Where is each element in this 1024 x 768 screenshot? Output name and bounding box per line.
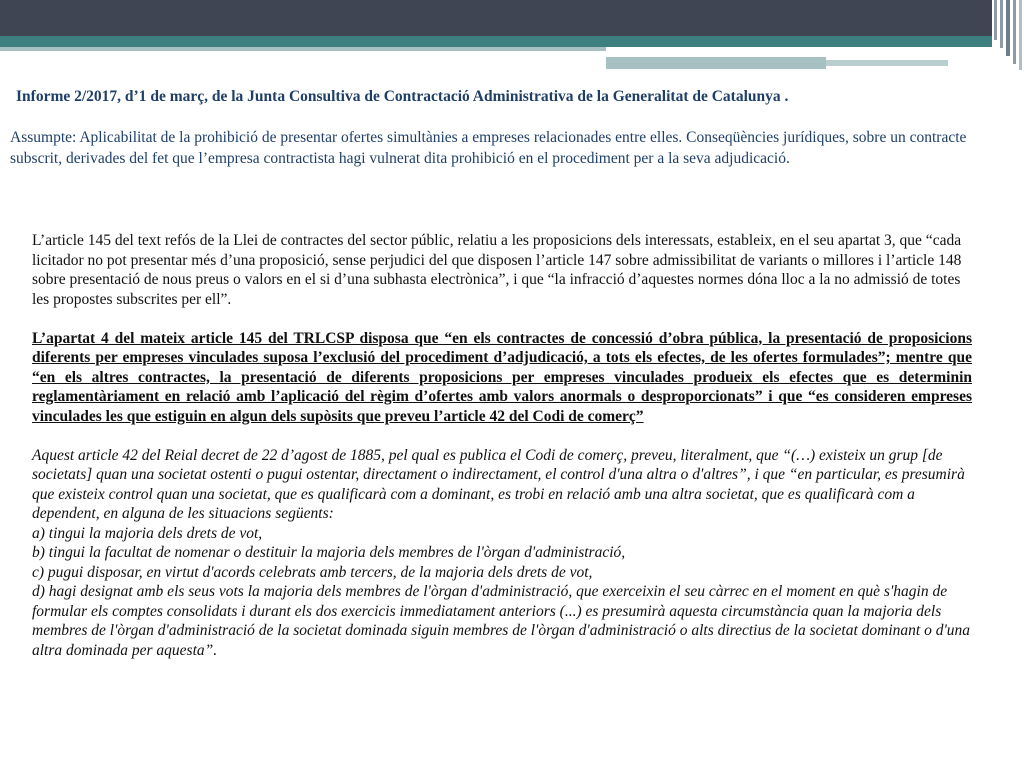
header-band-accent-small — [826, 60, 948, 66]
stripe — [994, 0, 997, 40]
paragraph-apartat-4: L’apartat 4 del mateix article 145 del TRLCSP disposa que “en els contractes de concessió d’obra pública, la presentació de proposicions diferents per empreses vinculades suposa l’exclusió del procediment d’adjudicació, a tots els efectes, de les ofertes formulades”; mentre que “en els altres contractes, la presentació de diferents proposicions per empreses vinculades produeix els efectes que es determinin reglamentàriament en relació amb l’aplicació del règim d’ofertes amb valors anormals o desproporcionats” i que “es consideren empreses vinculades les que estiguin en algun dels supòsits que preveu l’article 42 del Codi de comerç” — [32, 329, 972, 425]
stripe — [1006, 0, 1010, 56]
slide-body — [32, 231, 972, 660]
decorative-stripes — [992, 0, 1024, 70]
header-band-accent — [0, 47, 606, 51]
paragraph-article-42 — [32, 446, 972, 661]
list-item-b: b) tingui la facultat de nomenar o destituir la majoria dels membres de l'òrgan d'administració, — [32, 544, 626, 561]
list-item-c: c) pugui disposar, en virtut d'acords celebrats amb tercers, de la majoria dels drets de vot, — [32, 563, 593, 581]
paragraph-article-145: L’article 145 del text refós de la Llei de contractes del sector públic, relatiu a les proposicions dels interessats, estableix, en el seu apartat 3, que “cada licitador no pot presentar més d’una proposició, sense perjudici del que disposen l’article 147 sobre admissibilitat de variants o millores i l’article 148 sobre presentació de nous preus o valors en el si d’una subhasta electrònica”, i que “la infracció d’aquestes normes dóna lloc a la no admissió de totes les propostes subscrites per ell”. — [32, 232, 962, 308]
header-band-accent-right — [606, 57, 826, 69]
subject-text: Assumpte: Aplicabilitat de la prohibició de presentar ofertes simultànies a empreses relacionades entre elles. Conseqüències jurídiques, sobre un contracte subscrit, derivades del fet que l’empresa contractista hagi vulnerat dita prohibició en el procediment per a la seva adjudicació. — [10, 129, 967, 167]
header-band-teal — [0, 36, 992, 47]
list-item-a: a) tingui la majoria dels drets de vot, — [32, 524, 263, 542]
list-item-d: d) hagi designat amb els seus vots la majoria dels membres de l'òrgan d'administració, que exerceixin el seu càrrec en el moment en què s'hagin de formular els comptes consolidats i durant els dos exercicis immediatament anteriors (...) es presumirà aquesta circumstància quan la majoria dels membres de l'òrgan d'administració de la societat dominada siguin membres de l'òrgan d'administració o alts directius de la societat dominant o d'una altra dominada per aquesta”. — [32, 583, 971, 659]
stripe — [1000, 0, 1003, 48]
stripe — [1013, 0, 1016, 64]
slide-title: Informe 2/2017, d’1 de març, de la Junta Consultiva de Contractació Administrativa de la Generalitat de Catalunya . — [16, 88, 789, 105]
article-42-intro: Aquest article 42 del Reial decret de 22 d’agost de 1885, pel qual es publica el Codi de comerç, preveu, literalment, que “(…) existeix un grup [de societats] quan una societat ostenti o pugui ostentar, directament o indirectament, el control d'una altra o d'altres”, i que “en particular, es presumirà que existeix control quan una societat, que es qualificarà com a dominant, es trobi en relació amb una altra societat, que es qualificarà com a dependent, en alguna de les situacions següents: — [32, 446, 965, 522]
stripe — [1019, 0, 1022, 70]
header-band-dark — [0, 0, 992, 36]
